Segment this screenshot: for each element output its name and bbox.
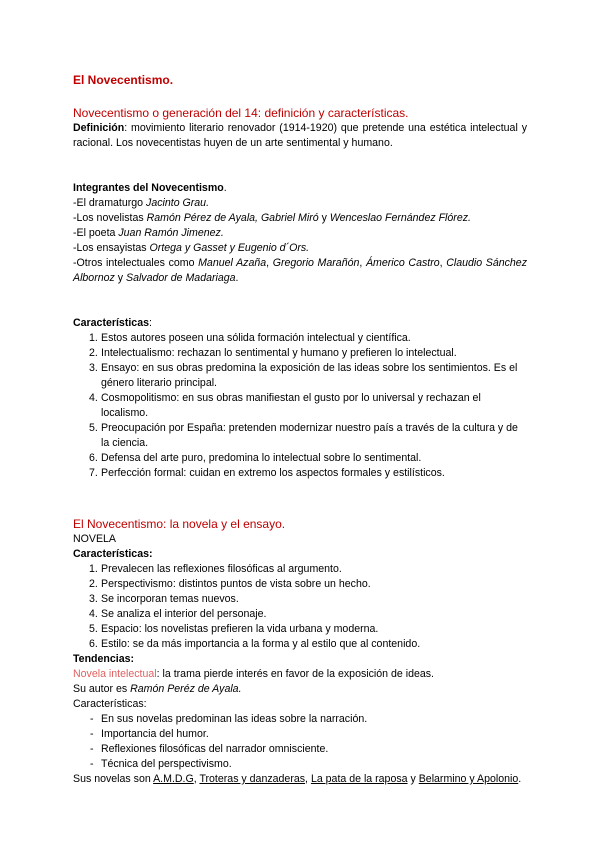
novela-title: Belarmino y Apolonio bbox=[418, 773, 519, 785]
document-title: El Novecentismo. bbox=[73, 73, 174, 87]
list-item: 5. Preocupación por España: pretenden modernizar nuestro país a través de la cultura y de la ciencia. bbox=[89, 422, 518, 449]
definition-paragraph bbox=[73, 121, 527, 151]
novela-title: A.M.D.G bbox=[153, 773, 194, 785]
section2-heading: El Novecentismo: la novela y el ensayo. bbox=[73, 517, 286, 531]
novela-title: Troteras y danzaderas bbox=[199, 773, 306, 785]
novela-intelectual-term: Novela intelectual bbox=[73, 668, 157, 680]
list-item: 1. Estos autores poseen una sólida formación intelectual y científica. bbox=[89, 332, 411, 344]
novela-dash-list bbox=[73, 712, 527, 772]
list-item: 4. Se analiza el interior del personaje. bbox=[89, 608, 267, 620]
list-item: 6. Defensa del arte puro, predomina lo intelectual sobre lo sentimental. bbox=[89, 452, 422, 464]
integrante-ensayistas: -Los ensayistas Ortega y Gasset y Eugenio d´Ors. bbox=[73, 242, 310, 254]
caracteristicas-list bbox=[73, 331, 527, 481]
autor-line: Su autor es Ramón Peréz de Ayala. bbox=[73, 683, 242, 695]
integrante-poeta: -El poeta Juan Ramón Jimenez. bbox=[73, 227, 224, 239]
list-item: - Importancia del humor. bbox=[90, 728, 209, 740]
list-item: 2. Perspectivismo: distintos puntos de vista sobre un hecho. bbox=[89, 578, 371, 590]
list-item: - En sus novelas predominan las ideas sobre la narración. bbox=[90, 713, 368, 725]
integrantes-section bbox=[73, 181, 527, 286]
novela-intelectual-line: Novela intelectual: la trama pierde interés en favor de la exposición de ideas. bbox=[73, 668, 434, 680]
list-item: 4. Cosmopolitismo: en sus obras manifiestan el gusto por lo universal y rechazan el localismo. bbox=[89, 392, 481, 419]
list-item: 3. Ensayo: en sus obras predomina la exposición de las ideas sobre los sentimientos. Es el género literario principal. bbox=[89, 362, 518, 389]
caracteristicas2-label: Características: bbox=[73, 698, 147, 710]
section1-heading: Novecentismo o generación del 14: definición y características. bbox=[73, 106, 409, 120]
list-item: 6. Estilo: se da más importancia a la forma y al estilo que al contenido. bbox=[89, 638, 421, 650]
integrante-dramaturgo: -El dramaturgo Jacinto Grau. bbox=[73, 197, 210, 209]
novela-label: NOVELA bbox=[73, 533, 116, 545]
novelas-line: Sus novelas son A.M.D.G, Troteras y danzaderas, La pata de la raposa y Belarmino y Apolonio. bbox=[73, 773, 522, 785]
novela-caracteristicas-heading: Características: bbox=[73, 548, 153, 560]
integrantes-heading: Integrantes del Novecentismo. bbox=[73, 182, 227, 194]
integrante-novelistas: -Los novelistas Ramón Pérez de Ayala, Gabriel Miró y Wenceslao Fernández Flórez. bbox=[73, 212, 471, 224]
list-item: - Reflexiones filosóficas del narrador omnisciente. bbox=[90, 743, 329, 755]
caracteristicas-heading: Características: bbox=[73, 317, 152, 329]
tendencias-heading: Tendencias: bbox=[73, 653, 135, 665]
novela-caracteristicas-list bbox=[73, 562, 527, 652]
definition-label: Definición bbox=[73, 122, 125, 134]
list-item: 2. Intelectualismo: rechazan lo sentimental y humano y prefieren lo intelectual. bbox=[89, 347, 457, 359]
list-item: 5. Espacio: los novelistas prefieren la vida urbana y moderna. bbox=[89, 623, 379, 635]
list-item: - Técnica del perspectivismo. bbox=[90, 758, 232, 770]
definition-text: : movimiento literario renovador (1914-1920) que pretende una estética intelectual y racional. Los novecentistas huyen de un arte sentimental y humano. bbox=[73, 122, 527, 149]
integrante-otros: -Otros intelectuales como Manuel Azaña, Gregorio Marañón, Ámerico Castro, Claudio Sánchez Albornoz y Salvador de Madariaga. bbox=[73, 257, 527, 284]
list-item: 1. Prevalecen las reflexiones filosóficas al argumento. bbox=[89, 563, 342, 575]
list-item: 7. Perfección formal: cuidan en extremo los aspectos formales y estilísticos. bbox=[89, 467, 445, 479]
novela-section bbox=[73, 517, 527, 787]
caracteristicas-section bbox=[73, 316, 527, 481]
novela-title: La pata de la raposa bbox=[310, 773, 408, 785]
list-item: 3. Se incorporan temas nuevos. bbox=[89, 593, 239, 605]
